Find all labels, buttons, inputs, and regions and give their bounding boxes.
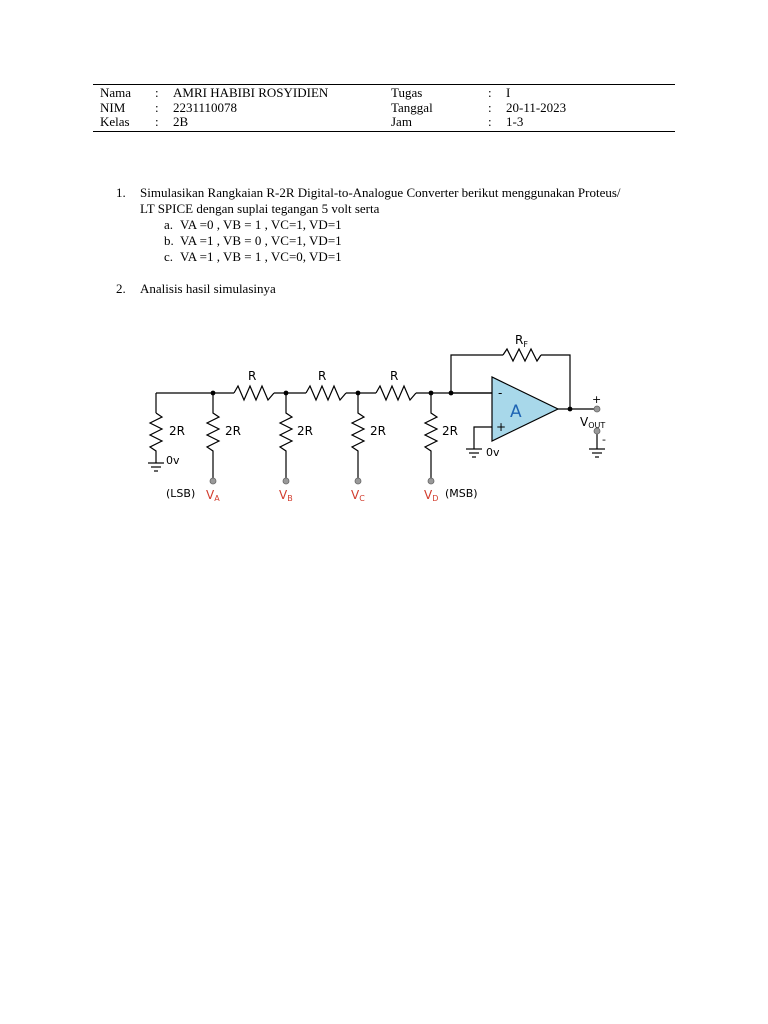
tanggal-label: Tanggal <box>391 99 433 115</box>
sub-item-a <box>140 217 676 233</box>
shunt-resistor-vb <box>280 393 292 479</box>
rf-label: $R_F$ <box>515 333 528 349</box>
input-terminal-vc <box>355 478 361 484</box>
header-row-kelas <box>93 115 566 130</box>
nama-label: Nama <box>100 85 132 100</box>
shunt-resistor-va <box>207 393 219 479</box>
output-plus-sign: + <box>592 393 602 406</box>
ground-label: 0v <box>486 446 500 459</box>
sub-item-b <box>140 233 676 249</box>
input-terminal-vb <box>283 478 289 484</box>
series-resistor-1 <box>234 386 274 400</box>
vc-label: VC <box>351 488 365 503</box>
shunt-resistor-label: 2R <box>442 424 458 438</box>
lsb-label: (LSB) <box>166 487 196 500</box>
sub-item-c <box>140 249 676 265</box>
nim-value: 2231110078 <box>173 99 238 115</box>
jam-value: 1-3 <box>506 114 524 130</box>
feedback-resistor <box>503 349 541 361</box>
ground-label: 0v <box>166 454 180 467</box>
noninverting-input-sign: + <box>496 420 507 434</box>
colon: : <box>488 114 492 130</box>
vd-label: VD <box>424 488 439 503</box>
tugas-value: I <box>506 85 511 100</box>
colon: : <box>155 114 159 130</box>
jam-label: Jam <box>391 114 412 130</box>
colon: : <box>488 85 492 100</box>
series-resistor-3 <box>376 386 416 400</box>
kelas-value: 2B <box>173 114 189 130</box>
junction-dot <box>356 391 361 396</box>
inverting-input-sign: - <box>498 386 503 400</box>
sub-item-letter: a. <box>164 217 174 232</box>
series-resistor-2 <box>306 386 346 400</box>
input-terminal-va <box>210 478 216 484</box>
output-minus-sign: - <box>602 433 606 446</box>
series-resistor-label: R <box>318 369 327 383</box>
question-1 <box>116 185 676 265</box>
nim-label: NIM <box>100 99 126 115</box>
header-row-nim <box>93 101 566 116</box>
student-info-header <box>93 84 675 132</box>
shunt-resistor-label: 2R <box>370 424 386 438</box>
shunt-resistor-vc <box>352 393 364 479</box>
shunt-resistor-label: 2R <box>169 424 185 438</box>
vb-label: VB <box>279 488 293 503</box>
tugas-label: Tugas <box>391 85 423 100</box>
series-resistor-label: R <box>390 369 399 383</box>
question-2 <box>116 281 676 297</box>
nama-value: AMRI HABIBI ROSYIDIEN <box>173 85 329 100</box>
r2r-dac-circuit-diagram <box>148 325 628 505</box>
opamp-label: A <box>510 402 522 422</box>
junction-dot <box>429 391 434 396</box>
question-text-line: Simulasikan Rangkaian R-2R Digital-to-Analogue Converter berikut menggunakan Proteus/ <box>140 185 621 200</box>
question-number: 2. <box>116 281 126 296</box>
tanggal-value: 20-11-2023 <box>506 99 567 115</box>
question-text-line: Analisis hasil simulasinya <box>140 281 276 296</box>
vout-label: VOUT <box>580 415 606 430</box>
series-resistor-label: R <box>248 369 257 383</box>
junction-dot <box>211 391 216 396</box>
header-row-nama <box>93 86 566 101</box>
kelas-label: Kelas <box>100 114 130 130</box>
junction-dot <box>284 391 289 396</box>
question-list <box>116 185 676 297</box>
question-number: 1. <box>116 185 126 200</box>
shunt-resistor-lsb <box>150 413 162 463</box>
colon: : <box>488 99 492 115</box>
colon: : <box>155 85 159 100</box>
sub-item-text: VA =1 , VB = 0 , VC=1, VD=1 <box>180 233 342 248</box>
shunt-resistor-vd <box>425 393 437 479</box>
junction-dot <box>449 391 454 396</box>
colon: : <box>155 99 159 115</box>
sub-item-text: VA =0 , VB = 1 , VC=1, VD=1 <box>180 217 342 232</box>
junction-dot <box>568 407 573 412</box>
shunt-resistor-label: 2R <box>225 424 241 438</box>
sub-item-text: VA =1 , VB = 1 , VC=0, VD=1 <box>180 249 342 264</box>
question-text-line: LT SPICE dengan suplai tegangan 5 volt serta <box>140 201 380 216</box>
feedback-wire <box>541 355 570 409</box>
sub-item-letter: c. <box>164 249 174 264</box>
shunt-resistor-label: 2R <box>297 424 313 438</box>
output-terminal-plus <box>594 406 600 412</box>
input-terminal-vd <box>428 478 434 484</box>
sub-item-letter: b. <box>164 233 174 248</box>
msb-label: (MSB) <box>445 487 478 500</box>
va-label: VA <box>206 488 220 503</box>
